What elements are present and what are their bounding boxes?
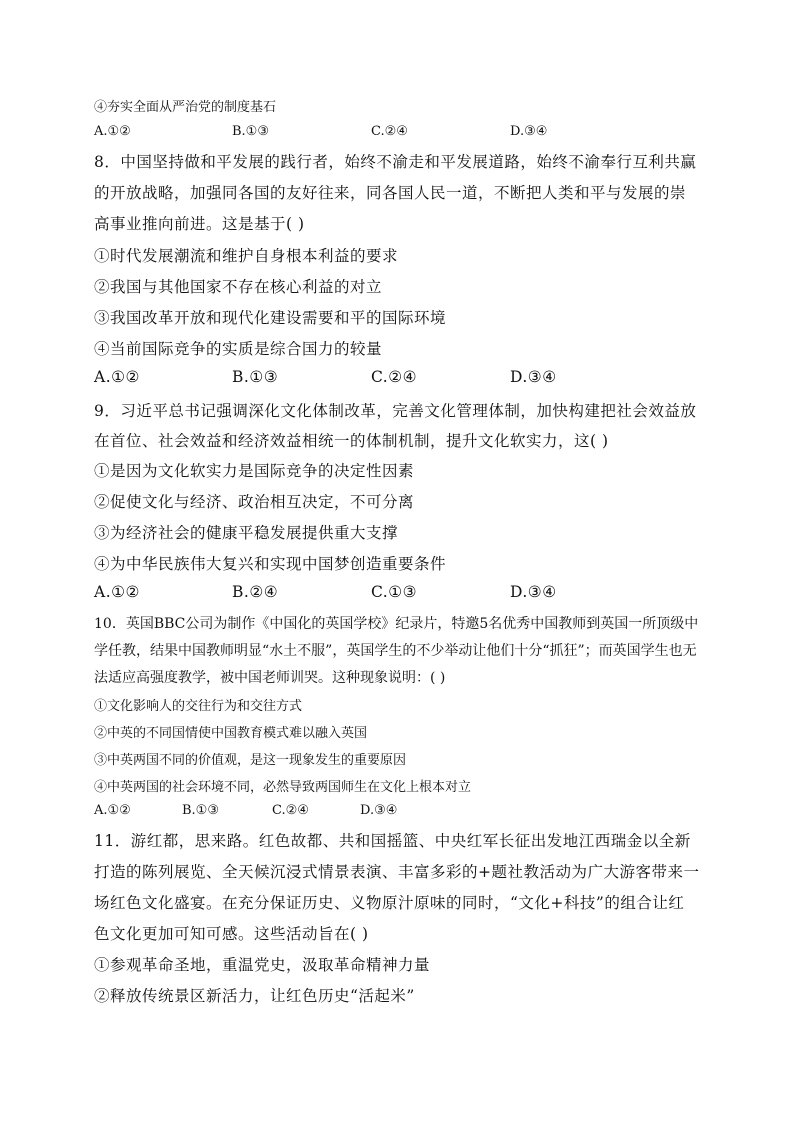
q11-stem-line-1: 11．游红都，思来路。红色故都、共和国摇篮、中央红军长征出发地江西瑞金以全新 bbox=[94, 832, 691, 850]
q10-stem-line-3: 法适应高强度教学，被中国老师训哭。这种现象说明：( ) bbox=[94, 670, 446, 686]
q8-option-a: A.①② bbox=[94, 368, 140, 386]
q11-item-2: ②释放传统景区新活力，让红色历史“活起米” bbox=[94, 987, 415, 1005]
q10-option-b: B.①③ bbox=[182, 803, 219, 818]
q10-stem-line-1: 10．英国BBC公司为制作《中国化的英国学校》纪录片，特邀5名优秀中国教师到英国一所顶级中 bbox=[94, 616, 699, 632]
q9-item-4: ④为中华民族伟大复兴和实现中国梦创造重要条件 bbox=[94, 555, 447, 573]
q7-item-4: ④夯实全面从严治党的制度基石 bbox=[94, 100, 277, 115]
q7-option-b: B.①③ bbox=[232, 124, 269, 139]
q8-stem-line-2: 的开放战略，加强同各国的友好往来，同各国人民一道，不断把人类和平与发展的崇 bbox=[94, 184, 687, 202]
q11-stem-line-2: 打造的陈列展览、全天候沉浸式情景表演、丰富多彩的+题社教活动为广大游客带来一 bbox=[94, 863, 700, 881]
q9-item-1: ①是因为文化软实力是国际竞争的决定性因素 bbox=[94, 462, 415, 480]
q7-option-a: A.①② bbox=[94, 124, 131, 139]
q7-option-d: D.③④ bbox=[510, 124, 548, 139]
q9-option-a: A.①② bbox=[94, 583, 140, 601]
q9-option-b: B.②④ bbox=[232, 583, 279, 601]
q10-option-a: A.①② bbox=[94, 803, 131, 818]
q7-option-c: C.②④ bbox=[371, 124, 408, 139]
q10-item-3: ③中英两国不同的价值观，是这一现象发生的重要原因 bbox=[94, 753, 407, 768]
q11-stem-line-3: 场红色文化盛宴。在充分保证历史、义物原汁原味的同时，“文化+科技”的组合让红 bbox=[94, 894, 685, 912]
q9-stem-line-1: 9．习近平总书记强调深化文化体制改革，完善文化管理体制，加快构建把社会效益放 bbox=[94, 402, 697, 420]
q11-item-1: ①参观革命圣地，重温党史，汲取革命精神力量 bbox=[94, 956, 431, 974]
q8-option-b: B.①③ bbox=[232, 368, 279, 386]
q8-option-d: D.③④ bbox=[510, 368, 557, 386]
q9-item-3: ③为经济社会的健康平稳发展提供重大支撑 bbox=[94, 524, 399, 542]
q9-option-d: D.③④ bbox=[510, 583, 557, 601]
q10-option-c: C.②④ bbox=[272, 803, 309, 818]
q8-item-3: ③我国改革开放和现代化建设需要和平的国际环境 bbox=[94, 309, 447, 327]
q9-option-c: C.①③ bbox=[371, 583, 418, 601]
q8-item-4: ④当前国际竞争的实质是综合国力的较量 bbox=[94, 340, 383, 358]
q10-option-d: D.③④ bbox=[360, 803, 398, 818]
q11-stem-line-4: 色文化更加可知可感。这些活动旨在( ) bbox=[94, 925, 369, 943]
q8-option-c: C.②④ bbox=[371, 368, 418, 386]
q8-stem-line-3: 高事业推向前进。这是基于( ) bbox=[94, 215, 305, 233]
q8-item-2: ②我国与其他国家不存在核心利益的对立 bbox=[94, 278, 383, 296]
q9-stem-line-2: 在首位、社会效益和经济效益相统一的体制机制，提升文化软实力，这( ) bbox=[94, 432, 609, 450]
q10-item-4: ④中英两国的社会环境不同，必然导致两国师生在文化上根本对立 bbox=[94, 780, 472, 795]
q10-item-2: ②中英的不同国情使中国教育模式难以融入英国 bbox=[94, 726, 368, 741]
q8-item-1: ①时代发展潮流和维护自身根本利益的要求 bbox=[94, 247, 399, 265]
q9-item-2: ②促使文化与经济、政治相互决定，不可分离 bbox=[94, 493, 415, 511]
q10-stem-line-2: 学任教，结果中国教师明显“水土不服”，英国学生的不少举动让他们十分“抓狂”；而英国学生也无 bbox=[94, 643, 697, 659]
q10-item-1: ①文化影响人的交往行为和交往方式 bbox=[94, 699, 303, 714]
q8-stem-line-1: 8．中国坚持做和平发展的践行者，始终不渝走和平发展道路，始终不渝奉行互利共赢 bbox=[94, 153, 697, 171]
